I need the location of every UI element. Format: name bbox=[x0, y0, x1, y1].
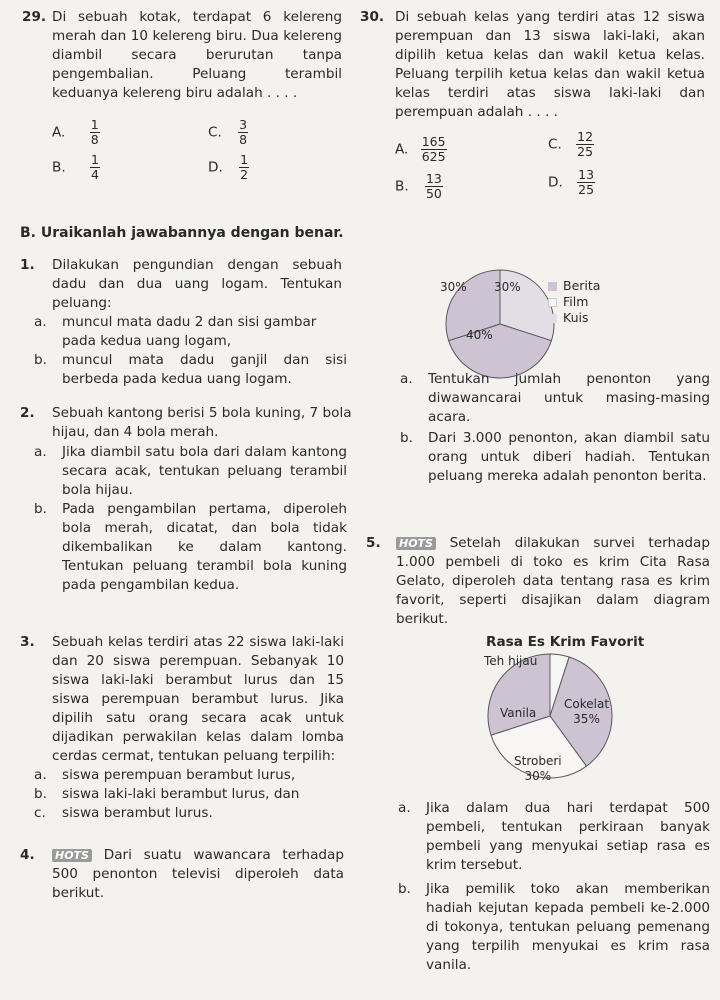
sub-text: Pada pengambilan pertama, diperoleh bola merah, dicatat, dan bola tidak dikembalikan ke dalam kantong. Tentukan peluang terambil bola kuning pada pengambilan kedua. bbox=[62, 501, 347, 593]
slice-label: 40% bbox=[466, 328, 493, 342]
section-heading: B. Uraikanlah jawabannya dengan benar. bbox=[20, 225, 344, 241]
legend-item: Berita bbox=[548, 278, 600, 294]
slice-label-teh-hijau: Teh hijau bbox=[484, 654, 538, 668]
option-c: C. $\frac{3}{8}$ bbox=[208, 117, 248, 147]
question-number: 3. bbox=[20, 634, 35, 650]
legend-swatch bbox=[548, 298, 557, 307]
sub-label: a. bbox=[34, 444, 47, 460]
slice-label: 30% bbox=[440, 280, 467, 294]
option-d: D. $\frac{1}{2}$ bbox=[208, 152, 249, 182]
option-b: B. $\frac{1}{4}$ bbox=[52, 152, 99, 182]
sub-text: Tentukan jumlah penonton yang diwawancarai untuk masing-masing acara. bbox=[428, 371, 710, 425]
sub-label: c. bbox=[34, 805, 46, 821]
sub-label: b. bbox=[398, 881, 411, 897]
slice-label-stroberi: Stroberi 30% bbox=[514, 754, 562, 783]
legend-swatch bbox=[548, 282, 557, 291]
legend-item: Film bbox=[548, 294, 600, 310]
slice-label: 30% bbox=[494, 280, 521, 294]
sub-label: b. bbox=[400, 430, 413, 446]
sub-label: b. bbox=[34, 352, 47, 368]
option-d: D. $\frac{13}{25}$ bbox=[548, 167, 595, 197]
sub-label: a. bbox=[398, 800, 411, 816]
hots-badge: HOTS bbox=[52, 849, 92, 862]
question-text: HOTS Setelah dilakukan survei terhadap 1.000 pembeli di toko es krim Cita Rasa Gelato, diperoleh data tentang rasa es krim favorit, seperti disajikan dalam diagram berikut. bbox=[396, 535, 710, 627]
sub-text: Jika dalam dua hari terdapat 500 pembeli, tentukan perkiraan banyak pembeli yang menyukai setiap rasa es krim tersebut. bbox=[426, 800, 710, 873]
question-number: 30. bbox=[360, 9, 385, 25]
sub-text: siswa laki-laki berambut lurus, dan bbox=[62, 786, 300, 802]
legend bbox=[548, 278, 600, 326]
question-text: Sebuah kelas terdiri atas 22 siswa laki-laki dan 20 siswa perempuan. Sebanyak 10 siswa laki-laki berambut lurus dan 15 siswa perempuan berambut lurus. Jika dipilih satu orang secara acak untuk dijadikan perwakilan kelas dalam lomba cerdas cermat, tentukan peluang terpilih: bbox=[52, 634, 344, 764]
sub-text: Jika pemilik toko akan memberikan hadiah kejutan kepada pembeli ke-2.000 di tokonya, tentukan peluang pemenang yang terpilih menyukai es krim rasa vanila. bbox=[426, 881, 710, 973]
question-number: 2. bbox=[20, 405, 35, 421]
hots-badge: HOTS bbox=[396, 537, 436, 550]
question-text: Dilakukan pengundian dengan sebuah dadu dan dua uang logam. Tentukan peluang: bbox=[52, 257, 342, 311]
sub-label: a. bbox=[34, 314, 47, 330]
question-text: Di sebuah kotak, terdapat 6 kelereng merah dan 10 kelereng biru. Dua kelereng diambil secara berurutan tanpa pengembalian. Peluang terambil keduanya kelereng biru adalah . . . . bbox=[52, 9, 342, 101]
sub-label: b. bbox=[34, 501, 47, 517]
sub-label: b. bbox=[34, 786, 47, 802]
question-number: 29. bbox=[22, 9, 47, 25]
option-a: A. $\frac{1}{8}$ bbox=[52, 117, 99, 147]
sub-text: Dari 3.000 penonton, akan diambil satu orang untuk diberi hadiah. Tentukan peluang mereka adalah penonton berita. bbox=[428, 430, 710, 484]
sub-label: a. bbox=[34, 767, 47, 783]
sub-text: siswa perempuan berambut lurus, bbox=[62, 767, 296, 783]
chart-title: Rasa Es Krim Favorit bbox=[486, 634, 645, 650]
sub-label: a. bbox=[400, 371, 413, 387]
legend-item: Kuis bbox=[548, 310, 600, 326]
question-text: HOTS Dari suatu wawancara terhadap 500 penonton televisi diperoleh data berikut. bbox=[52, 847, 344, 901]
question-text: Di sebuah kelas yang terdiri atas 12 siswa perempuan dan 13 siswa laki-laki, akan dipilih ketua kelas dan wakil ketua kelas. Peluang terpilih ketua kelas dan wakil ketua kelas terdiri atas siswa laki-laki dan perempuan adalah . . . . bbox=[395, 9, 705, 120]
sub-text: siswa berambut lurus. bbox=[62, 805, 213, 821]
legend-swatch bbox=[548, 314, 557, 323]
sub-text: muncul mata dadu 2 dan sisi gambar pada kedua uang logam, bbox=[62, 314, 317, 349]
sub-text: Jika diambil satu bola dari dalam kantong secara acak, tentukan peluang terambil bola hijau. bbox=[62, 444, 347, 498]
sub-text: muncul mata dadu ganjil dan sisi berbeda pada kedua uang logam. bbox=[62, 352, 347, 387]
slice-label-vanila: Vanila bbox=[500, 706, 537, 720]
option-a: A. $\frac{165}{625}$ bbox=[395, 134, 446, 164]
question-text: Sebuah kantong berisi 5 bola kuning, 7 bola hijau, dan 4 bola merah. bbox=[52, 405, 352, 440]
slice-label-cokelat: Cokelat 35% bbox=[564, 697, 610, 726]
question-number: 5. bbox=[366, 535, 381, 551]
question-number: 4. bbox=[20, 847, 35, 863]
option-b: B. $\frac{13}{50}$ bbox=[395, 171, 442, 201]
option-c: C. $\frac{12}{25}$ bbox=[548, 129, 594, 159]
question-number: 1. bbox=[20, 257, 35, 273]
